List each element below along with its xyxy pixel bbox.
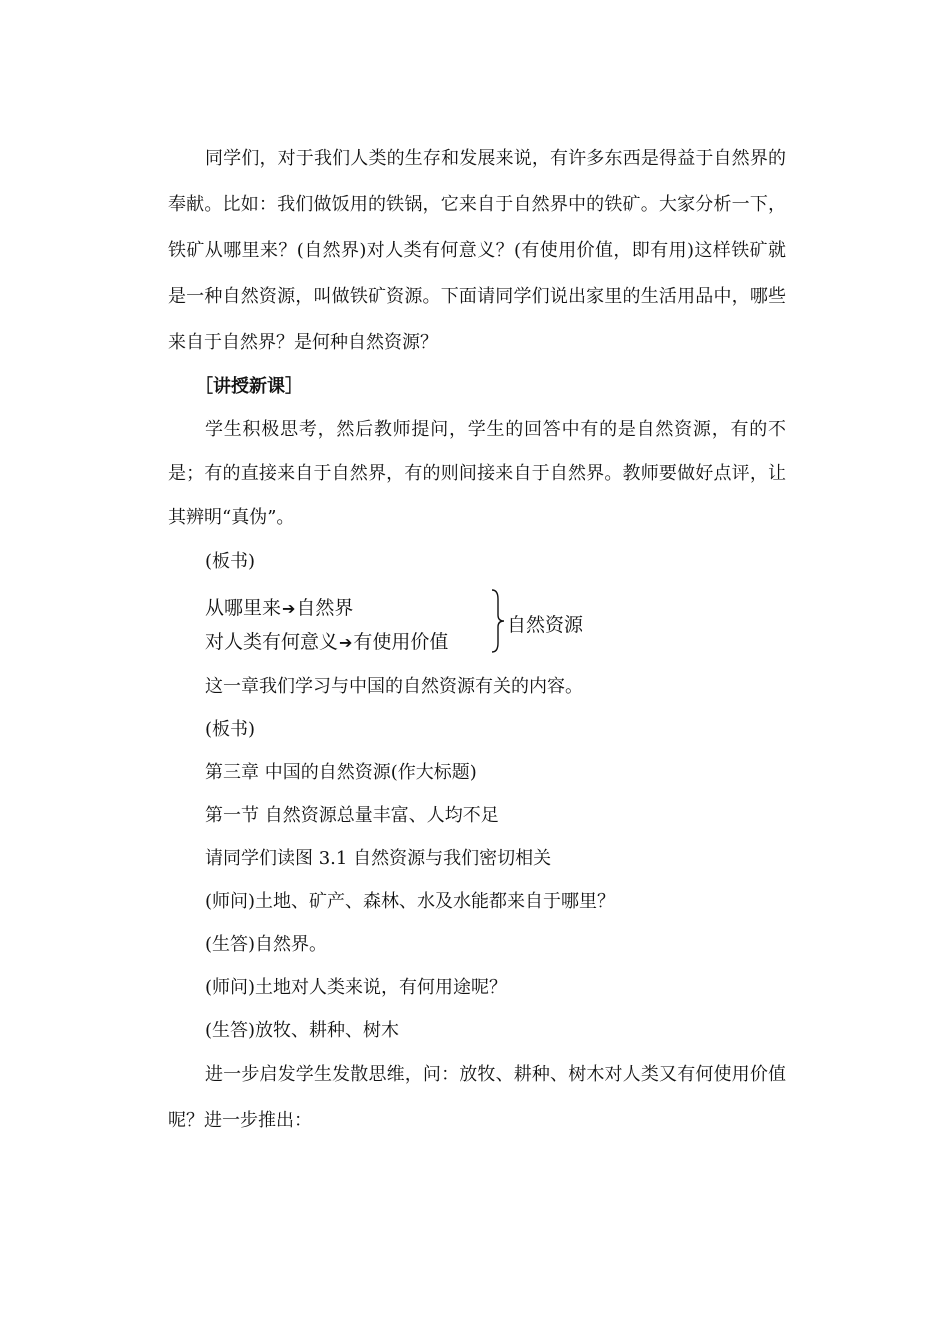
teacher-question-2: (师问)土地对人类来说，有何用途呢？ (205, 977, 508, 998)
intro-paragraph: 同学们，对于我们人类的生存和发展来说，有许多东西是得益于自然界的奉献。比如：我们做饭用的铁锅，它来自于自然界中的铁矿。大家分析一下，铁矿从哪里来？(自然界)对人类有何意义？(有使用价值，即有用)这样铁矿就是一种自然资源，叫做铁矿资源。下面请同学们说出家里的生活用品中，哪些来自于自然界？是何种自然资源？ (168, 148, 786, 353)
chapter-title-line: 第三章 中国的自然资源(作大标题) (205, 762, 477, 783)
diagram-meaning-question: 对人类有何意义 (205, 631, 339, 653)
student-answer-2: (生答)放牧、耕种、树木 (205, 1020, 400, 1041)
diagram-meaning-answer: 有使用价值 (353, 631, 449, 653)
further-thinking-paragraph: 进一步启发学生发散思维，问：放牧、耕种、树木对人类又有何使用价值呢？进一步推出： (168, 1064, 786, 1131)
student-thinking-paragraph: 学生积极思考，然后教师提问，学生的回答中有的是自然资源，有的不是；有的直接来自于自然界，有的则间接来自于自然界。教师要做好点评，让其辨明“真伪”。 (168, 419, 786, 528)
teacher-question-1: (师问)土地、矿产、森林、水及水能都来自于哪里？ (205, 891, 616, 912)
diagram-origin-question: 从哪里来 (205, 597, 282, 619)
section-heading: ［讲授新课］ (195, 376, 303, 397)
diagram-row-origin (205, 593, 353, 620)
board-diagram (205, 585, 786, 661)
read-figure-line: 请同学们读图 3.1 自然资源与我们密切相关 (205, 848, 552, 869)
diagram-origin-answer: 自然界 (296, 597, 354, 619)
student-answer-1: (生答)自然界。 (205, 934, 328, 955)
diagram-row-meaning (205, 627, 448, 654)
right-brace-icon (491, 589, 505, 653)
right-arrow-icon: ➔ (339, 633, 353, 652)
document-body (168, 136, 786, 1144)
section-title-line: 第一节 自然资源总量丰富、人均不足 (205, 805, 499, 826)
diagram-target-natural-resources: 自然资源 (507, 614, 584, 636)
right-arrow-icon: ➔ (282, 599, 296, 618)
board-note: (板书) (205, 719, 256, 740)
chapter-intro-line: 这一章我们学习与中国的自然资源有关的内容。 (205, 676, 583, 697)
board-note: (板书) (205, 551, 256, 572)
